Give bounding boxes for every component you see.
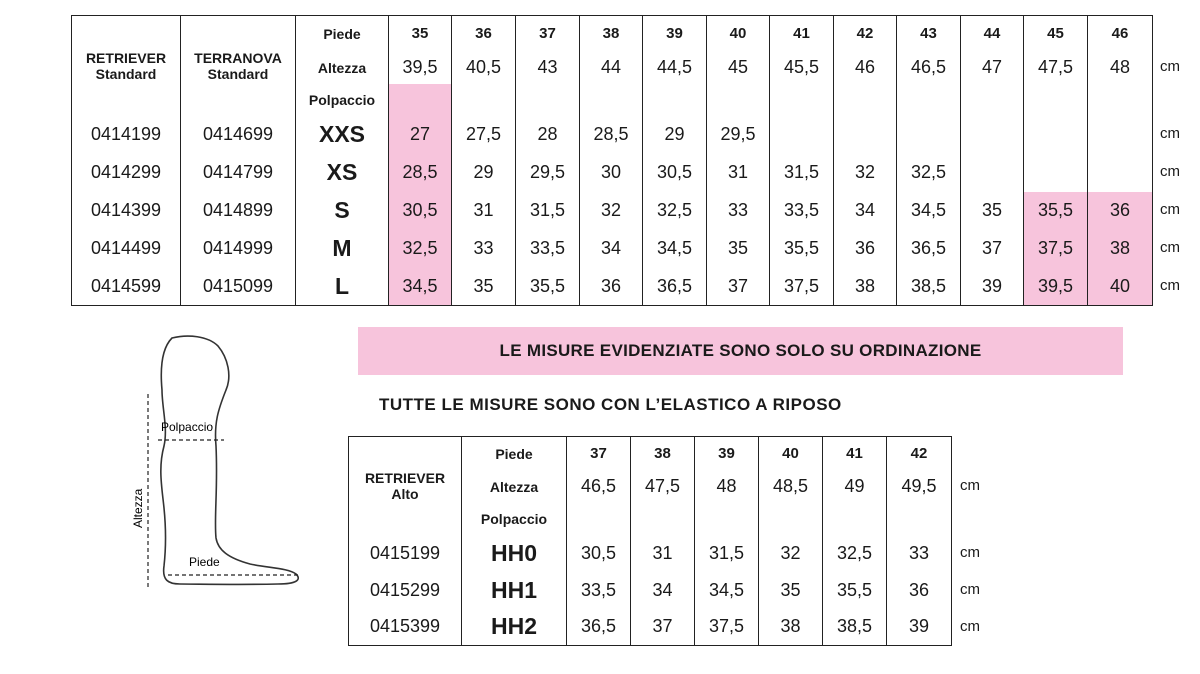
- calf-value: 35,5: [516, 268, 580, 306]
- header-piede-cell: 40: [707, 16, 770, 52]
- size-label: S: [296, 192, 389, 230]
- calf-value: 36,5: [567, 609, 631, 646]
- size-label: L: [296, 268, 389, 306]
- calf-value: 34: [631, 572, 695, 609]
- header-altezza-cell: 49: [823, 471, 887, 503]
- terranova-code: 0415099: [181, 268, 296, 306]
- header-empty-cell: [887, 503, 952, 535]
- calf-value: 30,5: [643, 154, 707, 192]
- table-row: [72, 268, 1153, 306]
- calf-value: 33: [707, 192, 770, 230]
- header-piede-cell: 42: [887, 437, 952, 471]
- calf-value: 39: [961, 268, 1024, 306]
- calf-value: 37,5: [770, 268, 834, 306]
- header-retriever-alto: [349, 437, 462, 535]
- calf-value: 30,5: [567, 535, 631, 572]
- header-piede-cell: 39: [695, 437, 759, 471]
- calf-value: 31: [452, 192, 516, 230]
- unit-label: cm: [960, 617, 980, 635]
- retriever-code: 0414399: [72, 192, 181, 230]
- calf-value: 32,5: [897, 154, 961, 192]
- calf-value: 32: [580, 192, 643, 230]
- retriever-code: 0415199: [349, 535, 462, 572]
- calf-value: 31,5: [695, 535, 759, 572]
- calf-value: 36: [1088, 192, 1153, 230]
- unit-label: cm: [960, 543, 980, 561]
- header-empty-cell: [961, 84, 1024, 116]
- unit-label: cm: [1160, 125, 1180, 142]
- header-altezza-cell: 46,5: [897, 52, 961, 84]
- header-piede-cell: 39: [643, 16, 707, 52]
- size-label: HH0: [462, 535, 567, 572]
- calf-value: 28,5: [580, 116, 643, 154]
- unit-label: cm: [1160, 201, 1180, 218]
- header-altezza-cell: 40,5: [452, 52, 516, 84]
- header-retriever-line2: Standard: [95, 65, 157, 82]
- calf-value: 36: [887, 572, 952, 609]
- unit-label: cm: [1160, 239, 1180, 256]
- header-altezza-cell: 43: [516, 52, 580, 84]
- header-row: [72, 16, 1153, 52]
- terranova-code: 0414799: [181, 154, 296, 192]
- calf-value: 35,5: [770, 230, 834, 268]
- calf-value: 32: [834, 154, 897, 192]
- header-retriever-standard: [72, 16, 181, 116]
- calf-value: 33: [452, 230, 516, 268]
- calf-value: 30: [580, 154, 643, 192]
- retriever-code: 0414199: [72, 116, 181, 154]
- header-empty-cell: [643, 84, 707, 116]
- header-piede-cell: 42: [834, 16, 897, 52]
- table-row: [349, 572, 952, 609]
- calf-value: 35,5: [1024, 192, 1088, 230]
- elastic-note: TUTTE LE MISURE SONO CON L’ELASTICO A RIPOSO: [379, 395, 842, 414]
- calf-value: [1024, 116, 1088, 154]
- calf-value: 38: [834, 268, 897, 306]
- header-empty-cell: [580, 84, 643, 116]
- table-row: [72, 154, 1153, 192]
- calf-value: 29,5: [516, 154, 580, 192]
- calf-value: 38: [1088, 230, 1153, 268]
- header-empty-cell: [567, 503, 631, 535]
- calf-value: [834, 116, 897, 154]
- table-row: [349, 609, 952, 646]
- calf-value: [961, 154, 1024, 192]
- calf-value: 39: [887, 609, 952, 646]
- calf-value: 29: [643, 116, 707, 154]
- terranova-code: 0414699: [181, 116, 296, 154]
- header-altezza-cell: 47,5: [1024, 52, 1088, 84]
- calf-value: 32: [759, 535, 823, 572]
- calf-value: 29,5: [707, 116, 770, 154]
- calf-value: 36: [834, 230, 897, 268]
- calf-value: 35: [759, 572, 823, 609]
- calf-value: 37,5: [695, 609, 759, 646]
- size-label: M: [296, 230, 389, 268]
- header-piede-cell: 37: [516, 16, 580, 52]
- leg-diagram: [128, 328, 308, 596]
- calf-value: 29: [452, 154, 516, 192]
- calf-value: 31,5: [516, 192, 580, 230]
- retriever-code: 0415299: [349, 572, 462, 609]
- calf-value: 32,5: [823, 535, 887, 572]
- calf-value: 38: [759, 609, 823, 646]
- calf-value: [770, 116, 834, 154]
- calf-value: 37,5: [1024, 230, 1088, 268]
- calf-value: 34,5: [389, 268, 452, 306]
- calf-value: [1088, 116, 1153, 154]
- calf-value: 40: [1088, 268, 1153, 306]
- header-piede-cell: 46: [1088, 16, 1153, 52]
- calf-value: 35: [707, 230, 770, 268]
- retriever-code: 0414499: [72, 230, 181, 268]
- table-row: [72, 192, 1153, 230]
- header-altezza-cell: 45,5: [770, 52, 834, 84]
- header-empty-cell: [695, 503, 759, 535]
- header-label-polpaccio: Polpaccio: [296, 84, 389, 116]
- header-altezza-cell: 44: [580, 52, 643, 84]
- notice-banner: LE MISURE EVIDENZIATE SONO SOLO SU ORDINAZIONE: [358, 327, 1123, 375]
- calf-value: 34,5: [695, 572, 759, 609]
- calf-value: 36,5: [897, 230, 961, 268]
- header-empty-cell: [631, 503, 695, 535]
- calf-value: 35: [961, 192, 1024, 230]
- header-empty-cell: [1024, 84, 1088, 116]
- calf-value: [1024, 154, 1088, 192]
- header-retriever-line1: RETRIEVER: [85, 49, 167, 66]
- calf-value: 35: [452, 268, 516, 306]
- header-piede-cell: 36: [452, 16, 516, 52]
- table-row: [349, 535, 952, 572]
- calf-value: 33,5: [770, 192, 834, 230]
- header-empty-cell: [770, 84, 834, 116]
- calf-value: [961, 116, 1024, 154]
- unit-label: cm: [1160, 277, 1180, 294]
- diagram-label-piede: Piede: [189, 555, 220, 569]
- unit-label: cm: [1160, 58, 1180, 75]
- size-table-alto: [348, 436, 952, 646]
- calf-value: [897, 116, 961, 154]
- calf-value: 27,5: [452, 116, 516, 154]
- unit-label: cm: [1160, 163, 1180, 180]
- retriever-code: 0414599: [72, 268, 181, 306]
- header-empty-cell: [897, 84, 961, 116]
- leg-outline: [161, 336, 298, 584]
- header-altezza-cell: 45: [707, 52, 770, 84]
- header-altezza-cell: 44,5: [643, 52, 707, 84]
- header-altezza-cell: 47,5: [631, 471, 695, 503]
- retriever-code: 0414299: [72, 154, 181, 192]
- header-empty-cell: [452, 84, 516, 116]
- header-piede-cell: 40: [759, 437, 823, 471]
- table-row: [72, 230, 1153, 268]
- header-terranova-line1: TERRANOVA: [194, 49, 282, 66]
- header-empty-cell: [1088, 84, 1153, 116]
- header-altezza-cell: 49,5: [887, 471, 952, 503]
- calf-value: 37: [961, 230, 1024, 268]
- calf-value: 28,5: [389, 154, 452, 192]
- header-retriever-line1: RETRIEVER: [364, 469, 446, 486]
- calf-value: 36,5: [643, 268, 707, 306]
- header-label-altezza: Altezza: [296, 52, 389, 84]
- diagram-label-altezza: Altezza: [131, 488, 145, 528]
- calf-value: 31: [631, 535, 695, 572]
- calf-value: 28: [516, 116, 580, 154]
- header-terranova-standard: [181, 16, 296, 116]
- header-piede-cell: 41: [770, 16, 834, 52]
- unit-label: cm: [960, 580, 980, 598]
- header-empty-cell: [834, 84, 897, 116]
- calf-value: 27: [389, 116, 452, 154]
- calf-value: 36: [580, 268, 643, 306]
- calf-value: 31,5: [770, 154, 834, 192]
- header-row: [349, 437, 952, 471]
- calf-value: 32,5: [389, 230, 452, 268]
- header-piede-cell: 37: [567, 437, 631, 471]
- calf-value: 39,5: [1024, 268, 1088, 306]
- unit-label: cm: [960, 477, 980, 494]
- calf-value: 33,5: [567, 572, 631, 609]
- header-altezza-cell: 47: [961, 52, 1024, 84]
- calf-value: [1088, 154, 1153, 192]
- calf-value: 37: [707, 268, 770, 306]
- header-terranova-line2: Standard: [207, 65, 269, 82]
- calf-value: 31: [707, 154, 770, 192]
- size-label: HH2: [462, 609, 567, 646]
- header-empty-cell: [823, 503, 887, 535]
- header-piede-cell: 43: [897, 16, 961, 52]
- header-empty-cell: [516, 84, 580, 116]
- diagram-label-polpaccio: Polpaccio: [161, 420, 214, 434]
- header-piede-cell: 45: [1024, 16, 1088, 52]
- header-altezza-cell: 48,5: [759, 471, 823, 503]
- header-altezza-cell: 46: [834, 52, 897, 84]
- calf-value: 38,5: [897, 268, 961, 306]
- size-label: XS: [296, 154, 389, 192]
- header-label-polpaccio: Polpaccio: [462, 503, 567, 535]
- calf-value: 37: [631, 609, 695, 646]
- calf-value: 34: [834, 192, 897, 230]
- header-empty-cell: [707, 84, 770, 116]
- calf-value: 32,5: [643, 192, 707, 230]
- terranova-code: 0414999: [181, 230, 296, 268]
- header-altezza-cell: 39,5: [389, 52, 452, 84]
- header-piede-cell: 35: [389, 16, 452, 52]
- calf-value: 30,5: [389, 192, 452, 230]
- calf-value: 34,5: [643, 230, 707, 268]
- table-row: [72, 116, 1153, 154]
- header-piede-cell: 41: [823, 437, 887, 471]
- terranova-code: 0414899: [181, 192, 296, 230]
- retriever-code: 0415399: [349, 609, 462, 646]
- header-label-altezza: Altezza: [462, 471, 567, 503]
- header-retriever-line2: Alto: [391, 485, 419, 502]
- header-label-piede: Piede: [462, 437, 567, 471]
- header-empty-cell: [759, 503, 823, 535]
- calf-value: 35,5: [823, 572, 887, 609]
- calf-value: 33,5: [516, 230, 580, 268]
- header-altezza-cell: 46,5: [567, 471, 631, 503]
- calf-value: 33: [887, 535, 952, 572]
- header-altezza-cell: 48: [1088, 52, 1153, 84]
- size-label: HH1: [462, 572, 567, 609]
- header-label-piede: Piede: [296, 16, 389, 52]
- header-piede-cell: 44: [961, 16, 1024, 52]
- header-piede-cell: 38: [580, 16, 643, 52]
- header-piede-cell: 38: [631, 437, 695, 471]
- calf-value: 34,5: [897, 192, 961, 230]
- size-table-standard: [71, 15, 1153, 306]
- calf-value: 38,5: [823, 609, 887, 646]
- header-altezza-cell: 48: [695, 471, 759, 503]
- header-empty-cell: [389, 84, 452, 116]
- calf-value: 34: [580, 230, 643, 268]
- size-label: XXS: [296, 116, 389, 154]
